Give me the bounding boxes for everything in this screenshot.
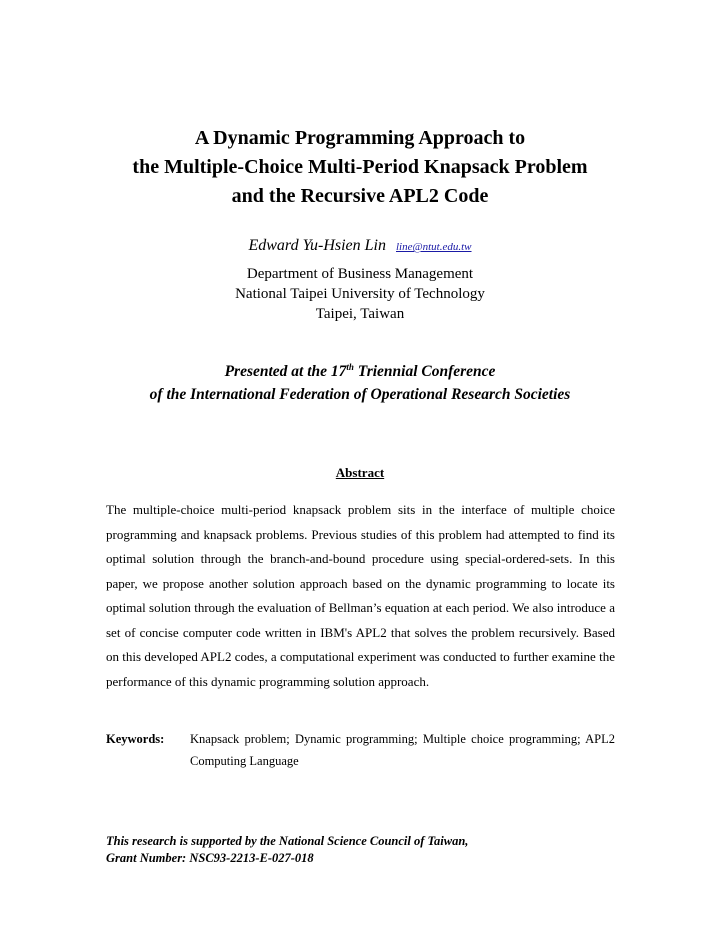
conference-ordinal-suffix: th: [346, 361, 354, 372]
affiliation-department: Department of Business Management: [246, 266, 474, 282]
author-email-link[interactable]: line@ntut.edu.tw: [396, 241, 472, 253]
keywords-label: Keywords:: [106, 732, 165, 746]
abstract-body: The multiple-choice multi-period knapsack problem sits in the interface of multiple choice programming and knapsack problems. Previous studies of this problem had attempted to find its optimal solution through the branch-and-bound procedure using special-ordered-sets. In this paper, we propose another solution approach based on the dynamic programming to locate its optimal solution through the evaluation of Bellman’s equation at each period. We also introduce a set of concise computer code written in IBM's APL2 that solves the problem recursively. Based on this developed APL2 codes, a computational experiment was conducted to further examine the performance of this dynamic programming solution approach.: [106, 502, 615, 689]
keywords-text: Knapsack problem; Dynamic programming; Multiple choice programming; APL2 Computing Language: [190, 732, 615, 768]
conference-note: [0, 360, 720, 406]
author-affiliation: [0, 264, 720, 324]
conference-suffix: Triennial Conference: [353, 363, 496, 380]
author-name: Edward Yu-Hsien Lin: [248, 237, 386, 254]
footnote-line-1: This research is supported by the National Science Council of Taiwan,: [106, 834, 469, 848]
title-line-2: the Multiple-Choice Multi-Period Knapsack Problem: [132, 156, 588, 178]
title-line-1: A Dynamic Programming Approach to: [194, 127, 526, 149]
title-line-3: and the Recursive APL2 Code: [231, 185, 489, 207]
conference-note-line-1: [0, 360, 720, 383]
footnote-line-2: Grant Number: NSC93-2213-E-027-018: [106, 851, 314, 865]
conference-note-line-2: of the International Federation of Operational Research Societies: [149, 386, 571, 403]
affiliation-location: Taipei, Taiwan: [315, 306, 405, 322]
conference-prefix: Presented at the 17: [224, 363, 347, 380]
keywords-section: [106, 728, 615, 772]
affiliation-university: National Taipei University of Technology: [235, 286, 485, 302]
abstract-heading: Abstract: [335, 465, 385, 480]
author-line: [0, 236, 720, 257]
paper-title: [0, 124, 720, 211]
funding-footnote: [106, 833, 615, 867]
